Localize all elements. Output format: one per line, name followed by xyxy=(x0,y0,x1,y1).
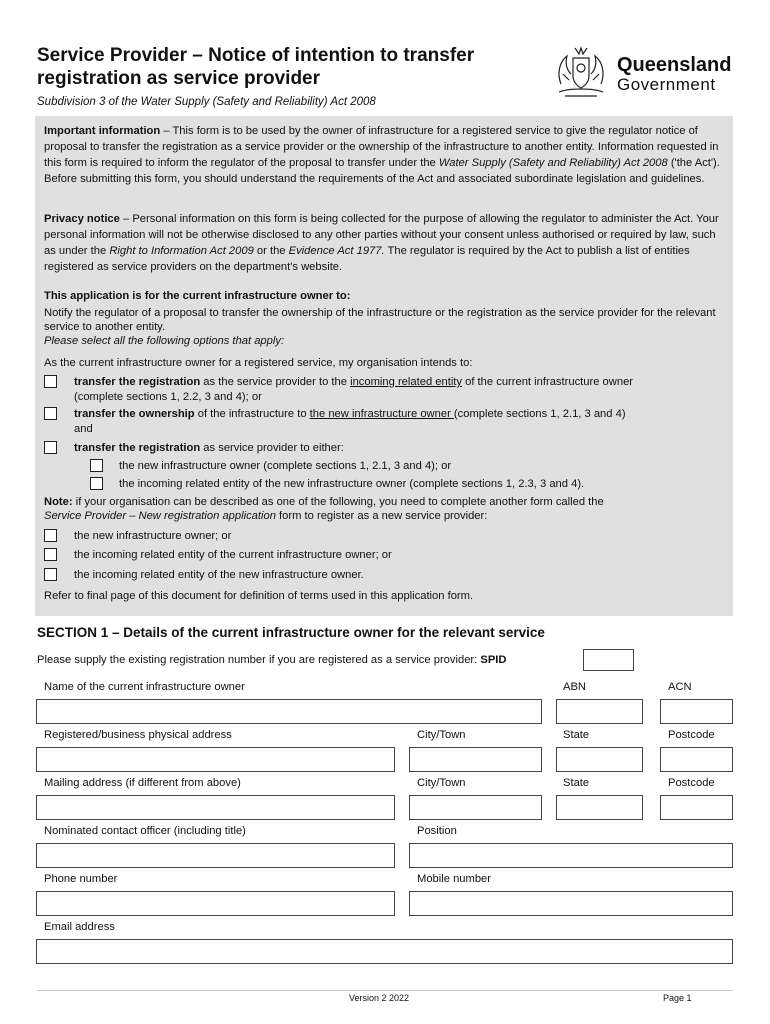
footer-divider xyxy=(37,990,733,991)
spid-prompt: Please supply the existing registration number if you are registered as a service provider: SPID xyxy=(37,654,507,666)
privacy-notice: Privacy notice – Personal information on this form is being collected for the purpose of allowing the regulator to administer the Act. Your personal information will not be otherwise disclosed to any other parties without your consent unless authorised or required by law, such as under the Right to Information Act 2009 or the Evidence Act 1977. The regulator is required by the Act to publish a list of entities registered as service providers on the department's website. xyxy=(44,213,719,273)
option-transfer-ownership-checkbox[interactable] xyxy=(44,407,57,420)
email-label: Email address xyxy=(44,921,115,933)
abn-label: ABN xyxy=(563,681,587,693)
physical-address-label: Registered/business physical address xyxy=(44,729,232,741)
postcode-input[interactable] xyxy=(660,747,733,772)
note-option-1-text: the new infrastructure owner; or xyxy=(74,530,232,542)
mailing-address-input[interactable] xyxy=(36,795,395,820)
note-option-2-text: the incoming related entity of the current infrastructure owner; or xyxy=(74,549,392,561)
intends-statement: As the current infrastructure owner for a registered service, my organisation intends to: xyxy=(44,357,473,369)
option-3-text: transfer the registration as service provider to either: xyxy=(74,442,344,454)
sub-option-2-text: the incoming related entity of the new infrastructure owner (complete sections 1, 2.3, 3 and 4). xyxy=(119,478,585,490)
option-1-text: transfer the registration as the service provider to the incoming related entity of the current infrastructure owner (complete sections 1, 2.2, 3 and 4); or xyxy=(74,376,634,403)
application-heading: This application is for the current infrastructure owner to: xyxy=(44,290,351,302)
email-input[interactable] xyxy=(36,939,733,964)
note-new-owner-checkbox[interactable] xyxy=(44,529,57,542)
section-1-heading: SECTION 1 – Details of the current infrastructure owner for the relevant service xyxy=(37,625,545,640)
sub-option-incoming-entity-checkbox[interactable] xyxy=(90,477,103,490)
acn-label: ACN xyxy=(668,681,692,693)
owner-name-input[interactable] xyxy=(36,699,542,724)
mailing-state-label: State xyxy=(563,777,590,789)
contact-officer-label: Nominated contact officer (including title) xyxy=(44,825,246,837)
note-incoming-current-checkbox[interactable] xyxy=(44,548,57,561)
contact-officer-input[interactable] xyxy=(36,843,395,868)
note-option-3-text: the incoming related entity of the new infrastructure owner. xyxy=(74,569,364,581)
mailing-city-label: City/Town xyxy=(417,777,466,789)
mailing-city-input[interactable] xyxy=(409,795,542,820)
important-information: Important information – This form is to be used by the owner of infrastructure for a registered service to give the regulator notice of proposal to transfer the registration as a service provider or the ownership of the infrastructure to another entity. Information requested in this form is required to inform the regulator of the proposal to transfer under the Water Supply (Safety and Reliability) Act 2008 ('the Act'). Before submitting this form, you should understand the requirements of the Act and associated subordinate legislation and guidelines. xyxy=(44,125,720,185)
mobile-label: Mobile number xyxy=(417,873,491,885)
position-input[interactable] xyxy=(409,843,733,868)
logo-text-queensland: Queensland xyxy=(617,54,732,76)
phone-label: Phone number xyxy=(44,873,118,885)
coat-of-arms-icon xyxy=(553,44,609,100)
option-transfer-registration-either-checkbox[interactable] xyxy=(44,441,57,454)
mailing-address-label: Mailing address (if different from above) xyxy=(44,777,241,789)
abn-input[interactable] xyxy=(556,699,643,724)
option-transfer-registration-related-entity-checkbox[interactable] xyxy=(44,375,57,388)
city-input[interactable] xyxy=(409,747,542,772)
city-label: City/Town xyxy=(417,729,466,741)
option-2-text: transfer the ownership of the infrastructure to the new infrastructure owner (complete sections 1, 2.1, 3 and 4) and xyxy=(74,408,626,435)
state-input[interactable] xyxy=(556,747,643,772)
spid-label: SPID xyxy=(480,654,507,666)
logo-text-government: Government xyxy=(617,75,716,94)
mailing-postcode-input[interactable] xyxy=(660,795,733,820)
refer-text: Refer to final page of this document for definition of terms used in this application form. xyxy=(44,590,474,602)
form-subtitle: Subdivision 3 of the Water Supply (Safety and Reliability) Act 2008 xyxy=(37,96,376,108)
sub-option-1-text: the new infrastructure owner (complete sections 1, 2.1, 3 and 4); or xyxy=(119,460,452,472)
spid-input[interactable] xyxy=(583,649,634,671)
postcode-label: Postcode xyxy=(668,729,715,741)
version-label: Version 2 2022 xyxy=(349,993,410,1003)
form-title: Service Provider – Notice of intention to transfer registration as service provider xyxy=(37,45,475,89)
phone-input[interactable] xyxy=(36,891,395,916)
physical-address-input[interactable] xyxy=(36,747,395,772)
select-instruction: Please select all the following options that apply: xyxy=(44,335,285,347)
sub-option-new-owner-checkbox[interactable] xyxy=(90,459,103,472)
privacy-heading: Privacy notice xyxy=(44,213,120,225)
note-text: Note: if your organisation can be described as one of the following, you need to complete another form called the Service Provider – New registration application form to register as a new service provider: xyxy=(44,496,604,522)
mailing-state-input[interactable] xyxy=(556,795,643,820)
queensland-government-logo xyxy=(553,44,733,100)
note-incoming-new-checkbox[interactable] xyxy=(44,568,57,581)
mailing-postcode-label: Postcode xyxy=(668,777,715,789)
state-label: State xyxy=(563,729,590,741)
mobile-input[interactable] xyxy=(409,891,733,916)
acn-input[interactable] xyxy=(660,699,733,724)
position-label: Position xyxy=(417,825,457,837)
page-number: Page 1 xyxy=(663,993,692,1003)
owner-name-label: Name of the current infrastructure owner xyxy=(44,681,245,693)
application-purpose: This application is for the current infrastructure owner to: Notify the regulator of a proposal to transfer the ownership of the infrastructure or the registration as the service provider for the relevant service to another entity. Please select all the following options that apply: xyxy=(44,290,716,347)
important-heading: Important information xyxy=(44,125,161,137)
